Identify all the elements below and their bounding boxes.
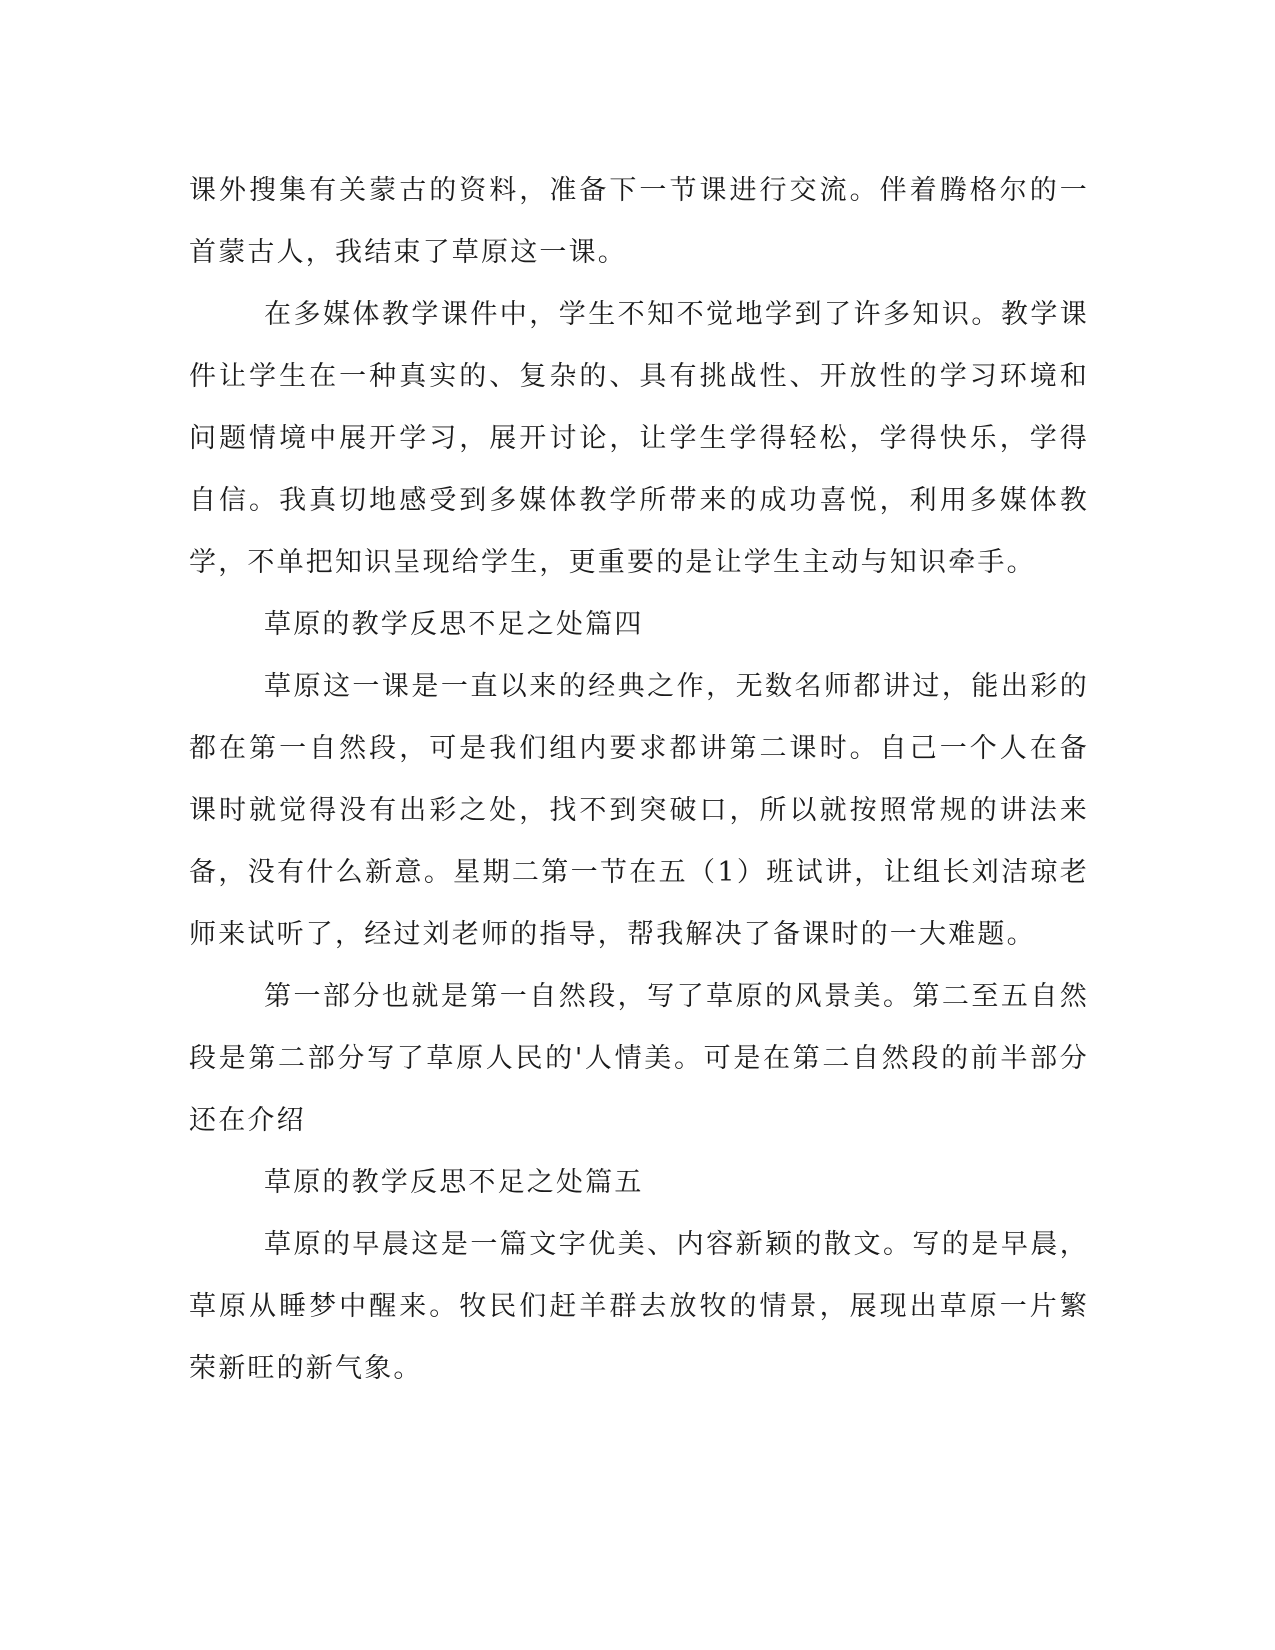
paragraph: 草原的早晨这是一篇文字优美、内容新颖的散文。写的是早晨，草原从睡梦中醒来。牧民们赶羊群去放牧的情景，展现出草原一片繁荣新旺的新气象。 [189, 1229, 1089, 1384]
document-body [189, 160, 1089, 1400]
section-heading: 草原的教学反思不足之处篇五 [264, 1167, 644, 1198]
paragraph: 第一部分也就是第一自然段，写了草原的风景美。第二至五自然段是第二部分写了草原人民的'人情美。可是在第二自然段的前半部分还在介绍 [189, 981, 1089, 1136]
section-heading: 草原的教学反思不足之处篇四 [264, 609, 644, 640]
paragraph: 草原这一课是一直以来的经典之作，无数名师都讲过，能出彩的都在第一自然段，可是我们组内要求都讲第二课时。自己一个人在备课时就觉得没有出彩之处，找不到突破口，所以就按照常规的讲法来备，没有什么新意。星期二第一节在五（1）班试讲，让组长刘洁琼老师来试听了，经过刘老师的指导，帮我解决了备课时的一大难题。 [189, 671, 1089, 950]
paragraph: 在多媒体教学课件中，学生不知不觉地学到了许多知识。教学课件让学生在一种真实的、复杂的、具有挑战性、开放性的学习环境和问题情境中展开学习，展开讨论，让学生学得轻松，学得快乐，学得自信。我真切地感受到多媒体教学所带来的成功喜悦，利用多媒体教学，不单把知识呈现给学生，更重要的是让学生主动与知识牵手。 [189, 299, 1089, 578]
paragraph: 课外搜集有关蒙古的资料，准备下一节课进行交流。伴着腾格尔的一首蒙古人，我结束了草原这一课。 [189, 175, 1089, 268]
